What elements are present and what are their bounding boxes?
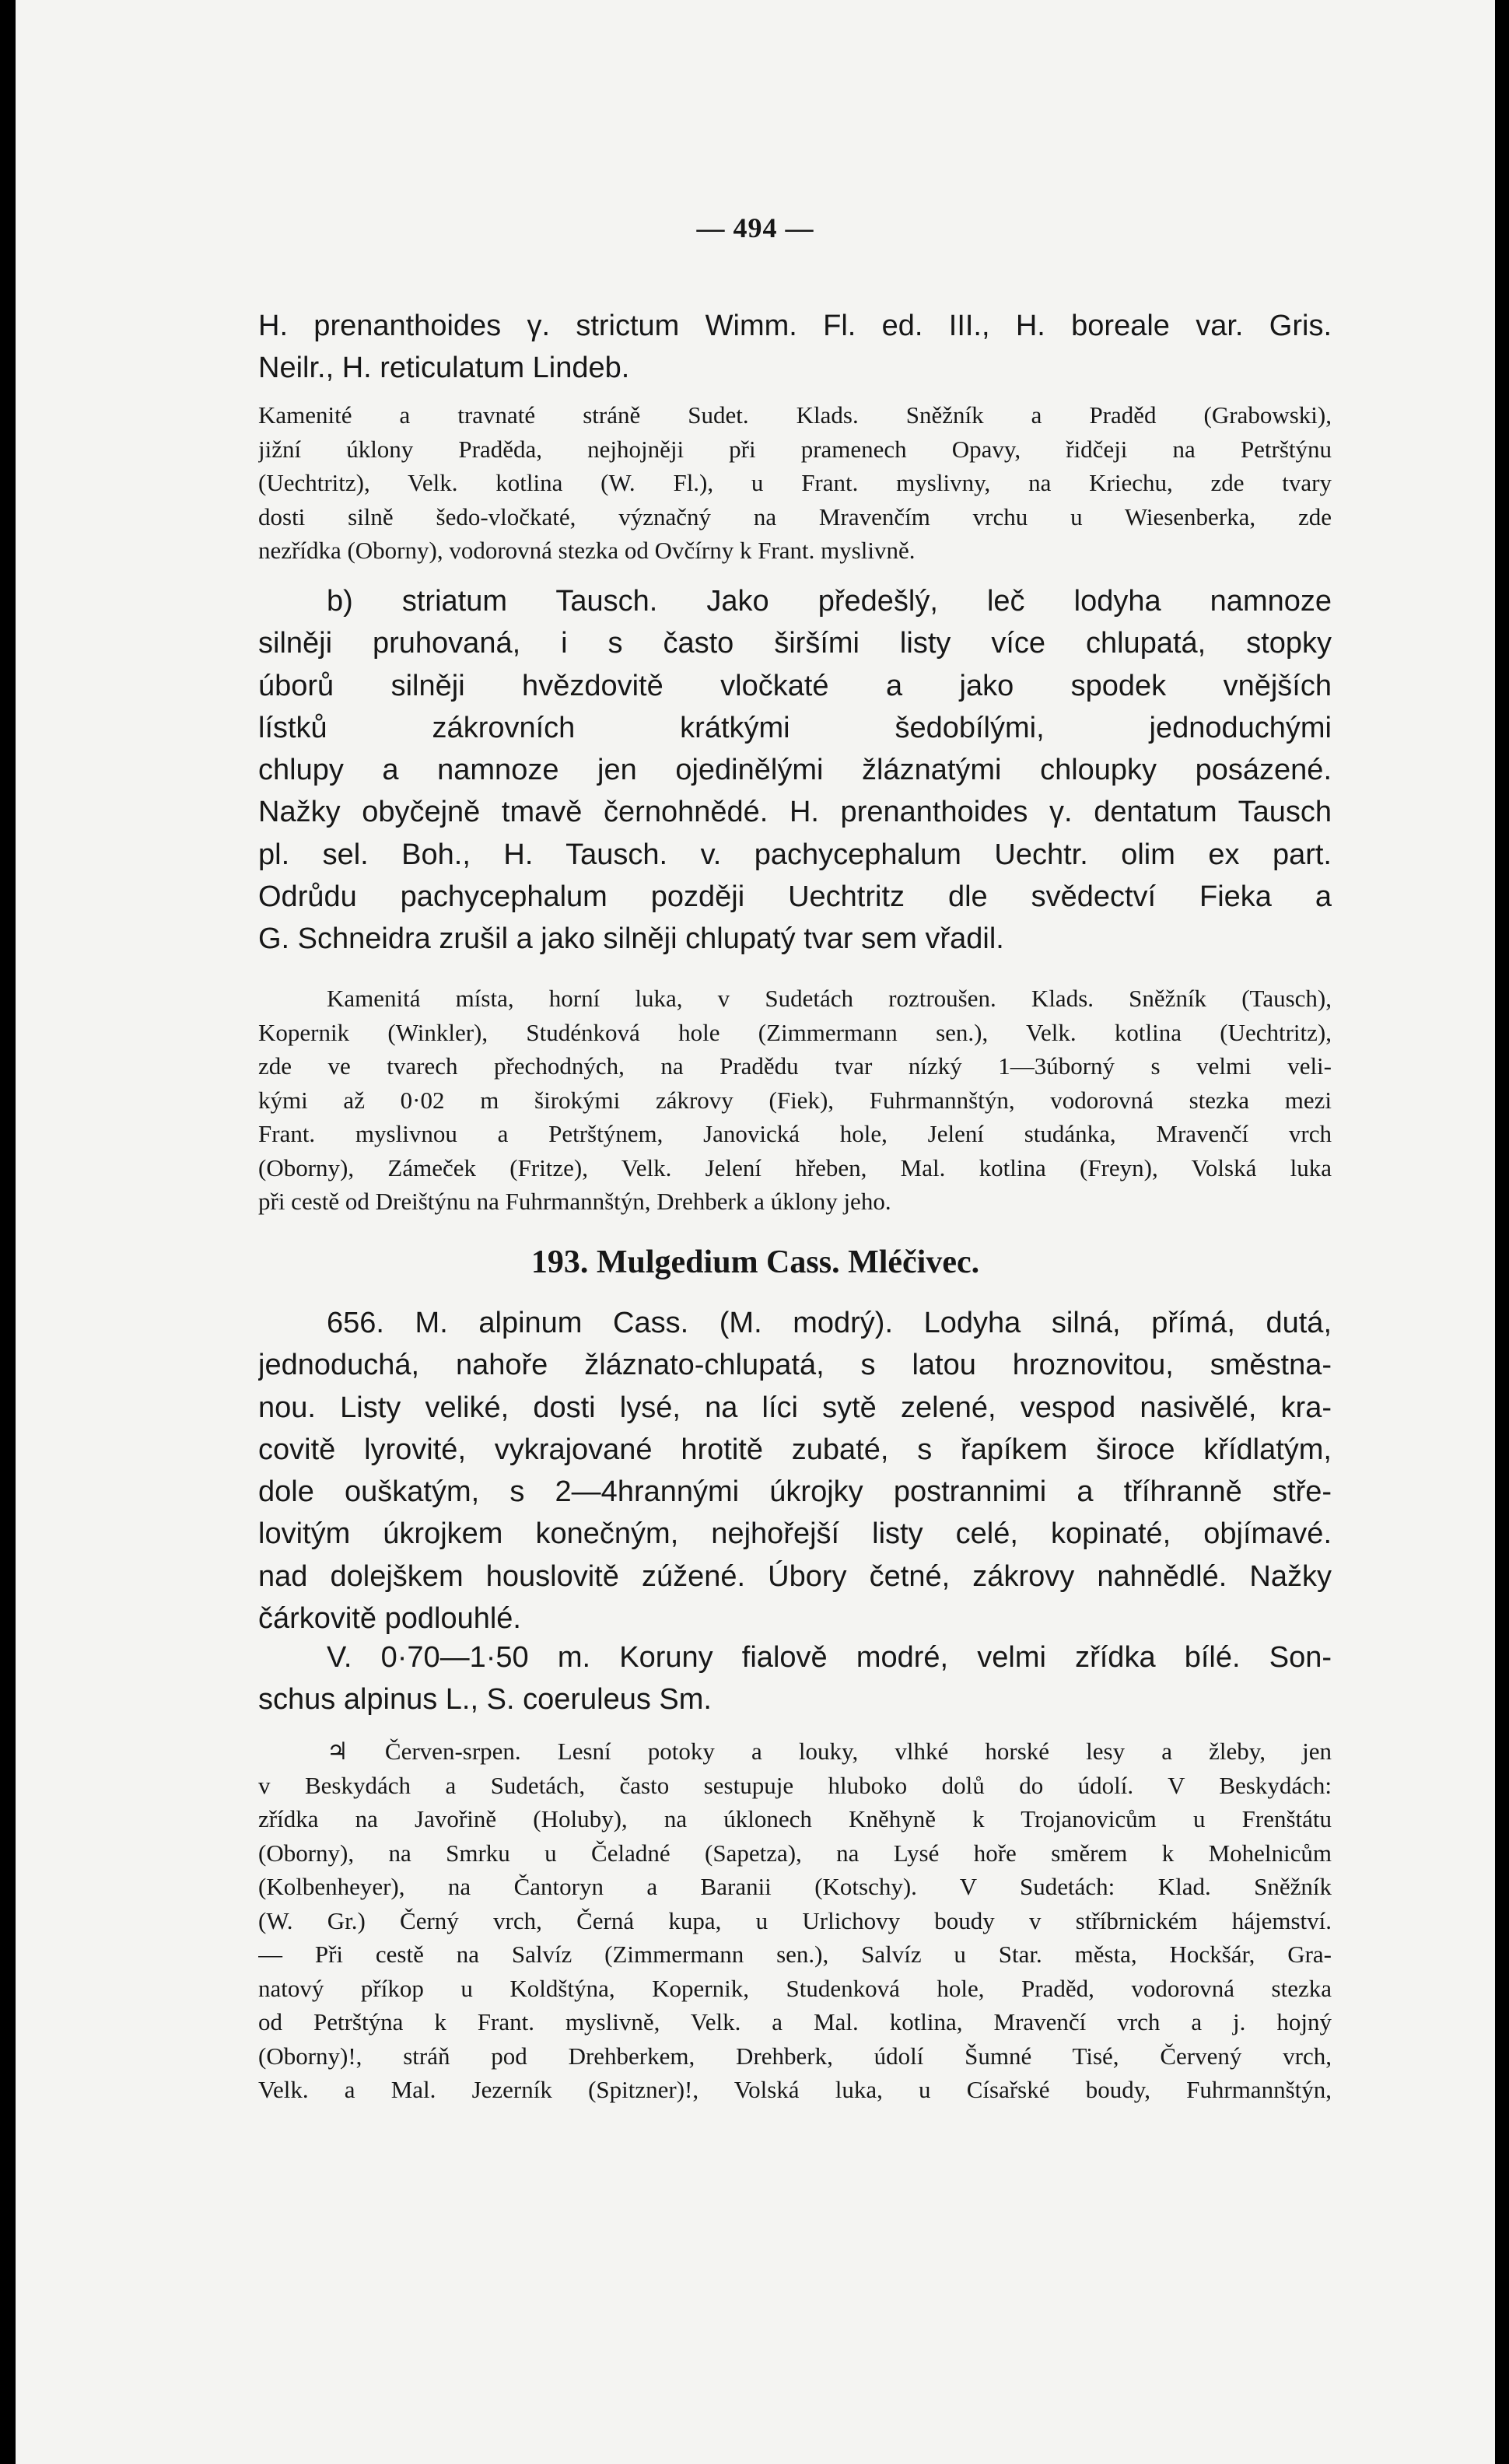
text-line: silněji pruhovaná, i s často širšími listy více chlupatá, stopky <box>258 627 1332 660</box>
text-line: Kamenité a travnaté stráně Sudet. Klads. Sněžník a Praděd (Grabowski), <box>258 401 1332 429</box>
text-line: od Petrštýna k Frant. myslivně, Velk. a Mal. kotlina, Mravenčí vrch a j. hojný <box>258 2008 1332 2035</box>
text-line: v Beskydách a Sudetách, často sestupuje hluboko dolů do údolí. V Beskydách: <box>258 1771 1332 1799</box>
species-description-paragraph <box>258 1302 1332 1640</box>
localities-paragraph <box>258 398 1332 568</box>
text-line: V. 0·70—1·50 m. Koruny fialově modré, velmi zřídka bílé. Son- <box>327 1641 1332 1674</box>
text-line: zde ve tvarech přechodných, na Pradědu tvar nízký 1—3úborný s velmi veli- <box>258 1052 1332 1080</box>
text-line: natový příkop u Koldštýna, Kopernik, Studenková hole, Praděd, vodorovná stezka <box>258 1974 1332 2002</box>
book-page <box>16 0 1495 2464</box>
text-line: Neilr., H. reticulatum Lindeb. <box>258 352 630 385</box>
text-line: G. Schneidra zrušil a jako silněji chlupatý tvar sem vřadil. <box>258 922 1004 956</box>
text-line: čárkovitě podlouhlé. <box>258 1602 521 1636</box>
text-line: lístků zákrovních krátkými šedobílými, jednoduchými <box>258 711 1332 744</box>
text-line: (Kolbenheyer), na Čantoryn a Baranii (Kotschy). V Sudetách: Klad. Sněžník <box>258 1873 1332 1900</box>
text-line: dosti silně šedo-vločkaté, význačný na Mravenčím vrchu u Wiesenberka, zde <box>258 502 1332 530</box>
text-line: Velk. a Mal. Jezerník (Spitzner)!, Volská luka, u Císařské boudy, Fuhrmannštýn, <box>258 2076 1332 2103</box>
text-line: kými až 0·02 m širokými zákrovy (Fiek), Fuhrmannštýn, vodorovná stezka mezi <box>258 1086 1332 1114</box>
text-line: úborů silněji hvězdovitě vločkaté a jako spodek vnějších <box>258 669 1332 702</box>
text-line: nezřídka (Oborny), vodorovná stezka od Ovčírny k Frant. myslivně. <box>258 537 916 564</box>
genus-heading: 193. Mulgedium Cass. Mléčivec. <box>530 1244 980 1280</box>
text-line: (Oborny), na Smrku u Čeladné (Sapetza), na Lysé hoře směrem k Mohelnicům <box>258 1839 1332 1867</box>
text-line: H. prenanthoides γ. strictum Wimm. Fl. ed. III., H. boreale var. Gris. <box>258 310 1332 342</box>
text-line: nou. Listy veliké, dosti lysé, na líci sytě zelené, vespod nasivělé, kra- <box>258 1391 1332 1424</box>
text-line: Odrůdu pachycephalum později Uechtritz dle svědectví Fieka a <box>258 880 1332 914</box>
text-line: zřídka na Javořině (Holuby), na úklonech Kněhyně k Trojanovicům u Frenštátu <box>258 1805 1332 1832</box>
text-line: nad dolejškem houslovitě zúžené. Úbory četné, zákrovy nahnědlé. Nažky <box>258 1559 1332 1593</box>
text-line: schus alpinus L., S. coeruleus Sm. <box>258 1683 712 1717</box>
species-localities-paragraph <box>258 1734 1332 2107</box>
text-line: Kopernik (Winkler), Studénková hole (Zimmermann sen.), Velk. kotlina (Uechtritz), <box>258 1018 1332 1046</box>
text-line: při cestě od Dreištýnu na Fuhrmannštýn, Drehberk a úklony jeho. <box>258 1188 891 1215</box>
text-line: 656. M. alpinum Cass. (M. modrý). Lodyha silná, přímá, dutá, <box>327 1307 1332 1339</box>
text-line: (Oborny), Zámeček (Fritze), Velk. Jelení hřeben, Mal. kotlina (Freyn), Volská luka <box>258 1153 1332 1181</box>
text-line: lovitým úkrojkem konečným, nejhořejší listy celé, kopinaté, objímavé. <box>258 1517 1332 1551</box>
text-line: (W. Gr.) Černý vrch, Černá kupa, u Urlichovy boudy v stříbrnickém hájemství. <box>258 1906 1332 1934</box>
variety-striatum-paragraph <box>258 580 1332 961</box>
text-line: jižní úklony Praděda, nejhojněji při pramenech Opavy, řidčeji na Petrštýnu <box>258 435 1332 463</box>
page-number: — 494 — <box>696 212 814 243</box>
text-line: ♃ Červen-srpen. Lesní potoky a louky, vlhké horské lesy a žleby, jen <box>327 1738 1332 1765</box>
text-line: covitě lyrovité, vykrajované hrotitě zubaté, s řapíkem široce křídlatým, <box>258 1433 1332 1466</box>
text-line: Nažky obyčejně tmavě černohnědé. H. prenanthoides γ. dentatum Tausch <box>258 796 1332 829</box>
text-line: Kamenitá místa, horní luka, v Sudetách roztroušen. Klads. Sněžník (Tausch), <box>327 985 1332 1012</box>
text-line: b) striatum Tausch. Jako předešlý, leč lodyha namnoze <box>327 585 1332 618</box>
text-line: Frant. myslivnou a Petrštýnem, Janovická hole, Jelení studánka, Mravenčí vrch <box>258 1120 1332 1147</box>
size-synonyms-paragraph <box>258 1636 1332 1721</box>
synonyms-paragraph <box>258 305 1332 390</box>
striatum-localities-paragraph <box>258 982 1332 1219</box>
text-line: dole ouškatým, s 2—4hrannými úkrojky postrannimi a tříhranně stře- <box>258 1475 1332 1509</box>
text-line: jednoduchá, nahoře žláznato-chlupatá, s latou hroznovitou, směstna- <box>258 1349 1332 1382</box>
text-line: pl. sel. Boh., H. Tausch. v. pachycephalum Uechtr. olim ex part. <box>258 838 1332 871</box>
text-line: — Při cestě na Salvíz (Zimmermann sen.), Salvíz u Star. města, Hockšár, Gra- <box>258 1941 1332 1968</box>
text-line: (Oborny)!, stráň pod Drehberkem, Drehberk, údolí Šumné Tisé, Červený vrch, <box>258 2042 1332 2070</box>
text-line: chlupy a namnoze jen ojedinělými žláznatými chloupky posázené. <box>258 754 1332 787</box>
text-line: (Uechtritz), Velk. kotlina (W. Fl.), u Frant. myslivny, na Kriechu, zde tvary <box>258 469 1332 496</box>
